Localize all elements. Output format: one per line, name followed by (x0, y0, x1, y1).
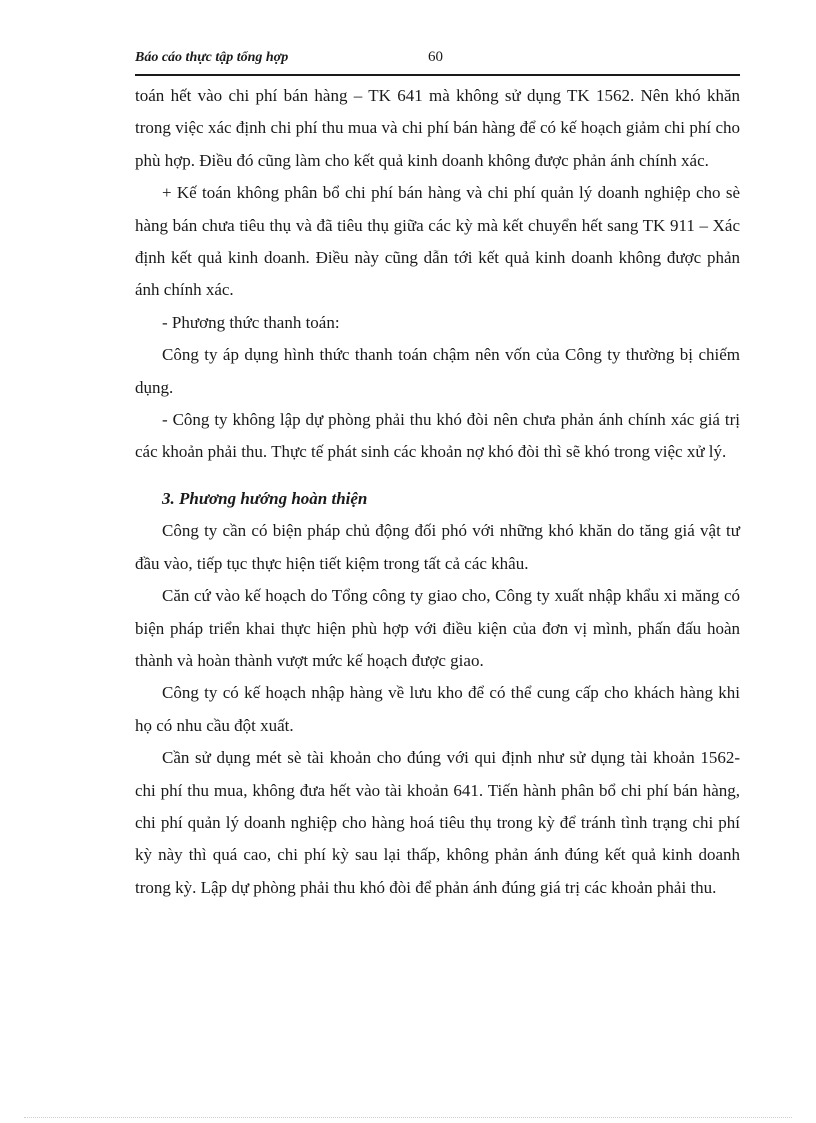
section-heading: 3. Phương hướng hoàn thiện (162, 488, 368, 508)
paragraph-measures: Công ty cần có biện pháp chủ động đối phó với những khó khăn do tăng giá vật tư đầu vào, tiếp tục thực hiện tiết kiệm trong tất cả các khâu. (135, 521, 740, 573)
paragraph-cost-allocation: + Kế toán không phân bổ chi phí bán hàng và chi phí quản lý doanh nghiệp cho sè hàng bán chưa tiêu thụ và đã tiêu thụ giữa các kỳ mà kết chuyển hết sang TK 911 – Xác định kết quả kinh doanh. Điều này cũng dẫn tới kết quả kinh doanh không được phản ánh chính xác. (135, 183, 740, 300)
paragraph-plan: Căn cứ vào kế hoạch do Tổng công ty giao cho, Công ty xuất nhập khẩu xi măng có biện pháp triển khai thực hiện phù hợp với điều kiện của đơn vị mình, phấn đấu hoàn thành và hoàn thành vượt mức kế hoạch được giao. (135, 586, 740, 670)
page-number: 60 (428, 49, 443, 65)
paragraph-payment-method: Công ty áp dụng hình thức thanh toán chậm nên vốn của Công ty thường bị chiếm dụng. (135, 345, 740, 397)
page-header (135, 46, 740, 76)
paragraph-accounts: Cần sử dụng mét sè tài khoản cho đúng với qui định như sử dụng tài khoản 1562- chi phí thu mua, không đưa hết vào tài khoản 641. Tiến hành phân bổ chi phí bán hàng, chi phí quản lý doanh nghiệp cho hàng hoá tiêu thụ trong kỳ để tránh tình trạng chi phí kỳ này thì quá cao, chi phí kỳ sau lại thấp, không phản ánh đúng kết quả kinh doanh trong kỳ. Lập dự phòng phải thu khó đòi để phản ánh đúng giá trị các khoản phải thu. (135, 748, 740, 897)
document-title: Báo cáo thực tập tổng hợp (135, 50, 289, 65)
page-body (135, 80, 740, 904)
paragraph-payment-method-label: - Phương thức thanh toán: (162, 312, 340, 332)
footer-divider (24, 1117, 792, 1118)
paragraph-bad-debt: - Công ty không lập dự phòng phải thu khó đòi nên chưa phản ánh chính xác giá trị các khoản phải thu. Thực tế phát sinh các khoản nợ khó đòi thì sẽ khó trong việc xử lý. (135, 410, 740, 462)
paragraph-inventory: Công ty có kế hoạch nhập hàng về lưu kho để có thể cung cấp cho khách hàng khi họ có nhu cầu đột xuất. (135, 683, 740, 735)
paragraph-continued: toán hết vào chi phí bán hàng – TK 641 mà không sử dụng TK 1562. Nên khó khăn trong việc xác định chi phí thu mua và chi phí bán hàng để có kế hoạch giảm chi phí cho phù hợp. Điều đó cũng làm cho kết quả kinh doanh không được phản ánh chính xác. (135, 86, 740, 170)
